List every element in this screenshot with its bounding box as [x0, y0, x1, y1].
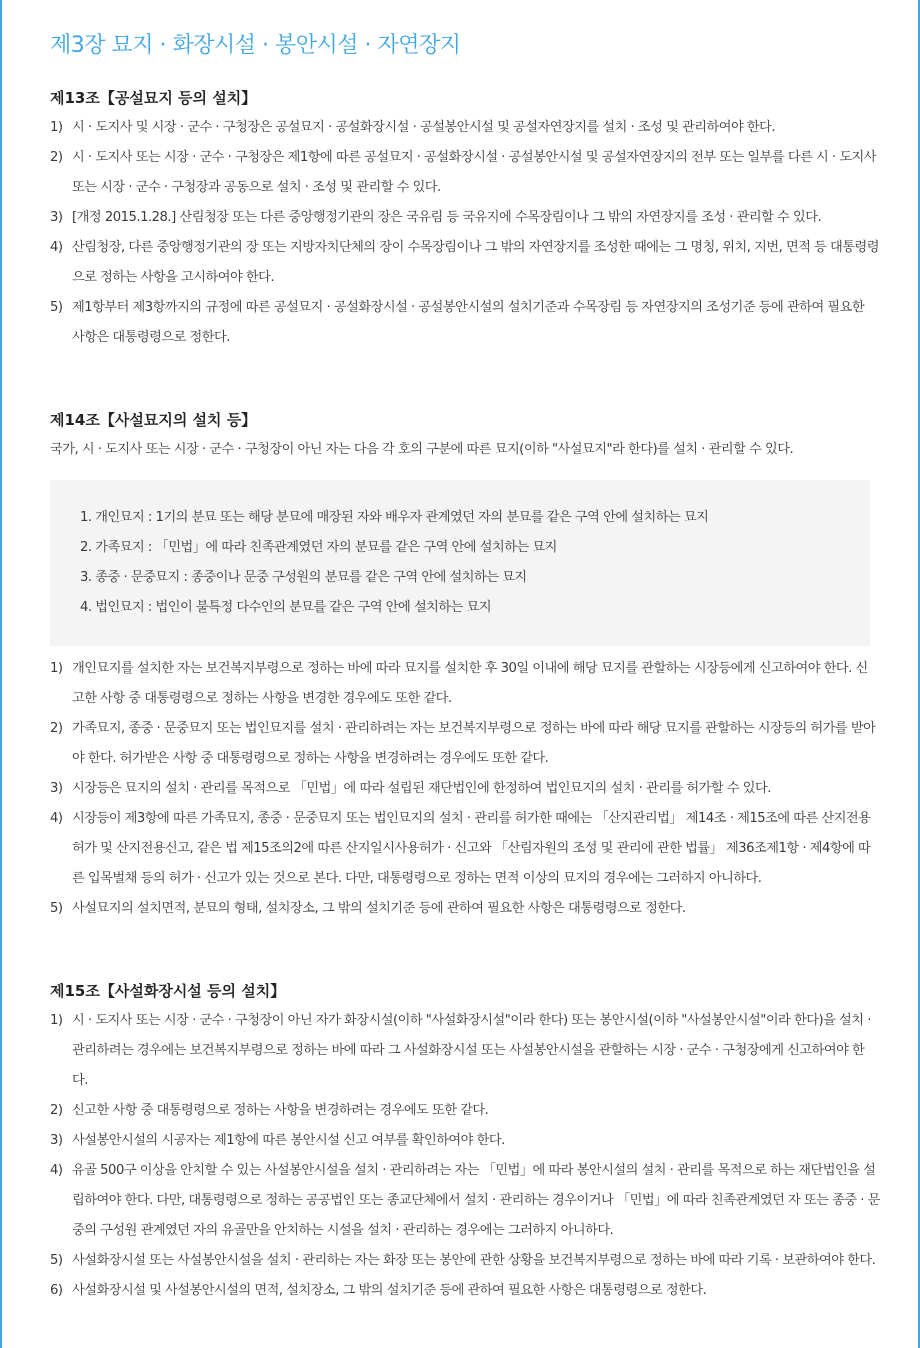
item-text: 시 · 도지사 또는 시장 · 군수 · 구청장이 아닌 자가 화장시설(이하 "사설화장시설"이라 한다) 또는 봉안시설(이하 "사설봉안시설"이라 한다)을 설치 · 관리하려는 경우에는 보건복지부령으로 정하는 바에 따라 그 사설화장시설 또는 사설봉안시설을 관할하는 시장 · 군수 · 구청장에게 신고하여야 한다. [72, 1013, 871, 1088]
item-number: 1) [50, 1013, 63, 1028]
item-text: 시장등이 제3항에 따른 가족묘지, 종중 · 문중묘지 또는 법인묘지의 설치 · 관리를 허가한 때에는 「산지관리법」 제14조 · 제15조에 따른 산지전용허가 및 산지전용신고, 같은 법 제15조의2에 따른 산지일시사용허가 · 신고와 「산림자원의 조성 및 관리에 관한 법률」 제36조제1항 · 제4항에 따른 입목벌채 등의 허가 · 신고가 있는 것으로 본다. 다만, 대통령령으로 정하는 면적 이상의 묘지의 경우에는 그러하지 아니하다. [72, 811, 871, 886]
list-item [50, 894, 880, 924]
cemetery-type-item: 2. 가족묘지 : 「민법」에 따라 친족관계였던 자의 분묘를 같은 구역 안에 설치하는 묘지 [80, 540, 557, 555]
item-number: 1) [50, 120, 63, 135]
chapter-title: 제3장 묘지 · 화장시설 · 봉안시설 · 자연장지 [50, 33, 461, 58]
list-item [50, 774, 880, 804]
cemetery-type-item: 1. 개인묘지 : 1기의 분묘 또는 해당 분묘에 매장된 자와 배우자 관계였던 자의 분묘를 같은 구역 안에 설치하는 묘지 [80, 510, 709, 525]
item-text: 사설화장시설 또는 사설봉안시설을 설치 · 관리하는 자는 화장 또는 봉안에 관한 상황을 보건복지부령으로 정하는 바에 따라 기록 · 보관하여야 한다. [72, 1253, 876, 1268]
item-text: 사설화장시설 및 사설봉안시설의 면적, 설치장소, 그 밖의 설치기준 등에 관하여 필요한 사항은 대통령령으로 정한다. [72, 1283, 707, 1298]
item-text: 시 · 도지사 또는 시장 · 군수 · 구청장은 제1항에 따른 공설묘지 · 공설화장시설 · 공설봉안시설 및 공설자연장지의 전부 또는 일부를 다른 시 · 도지사 또는 시장 · 군수 · 구청장과 공동으로 설치 · 조성 및 관리할 수 있다. [72, 150, 877, 195]
item-number: 5) [50, 1253, 63, 1268]
article-15-items [50, 1006, 880, 1306]
item-number: 3) [50, 210, 63, 225]
list-item [50, 714, 880, 774]
item-number: 4) [50, 811, 63, 826]
left-border [0, 0, 2, 1348]
list-item [50, 233, 880, 293]
list-item [50, 293, 880, 353]
item-text: 가족묘지, 종중 · 문중묘지 또는 법인묘지를 설치 · 관리하려는 자는 보건복지부령으로 정하는 바에 따라 해당 묘지를 관할하는 시장등의 허가를 받아야 한다. 허가받은 사항 중 대통령령으로 정하는 사항을 변경하려는 경우에도 또한 같다. [72, 721, 876, 766]
article-13-title: 제13조【공설묘지 등의 설치】 [50, 89, 257, 107]
item-number: 2) [50, 721, 63, 736]
item-number: 3) [50, 1133, 63, 1148]
list-item [50, 1156, 880, 1246]
item-text: 유골 500구 이상을 안치할 수 있는 사설봉안시설을 설치 · 관리하려는 자는 「민법」에 따라 봉안시설의 설치 · 관리를 목적으로 하는 재단법인을 설립하여야 한다. 다만, 대통령령으로 정하는 공공법인 또는 종교단체에서 설치 · 관리하는 경우이거나 「민법」에 따라 친족관계였던 자 또는 종중 · 문중의 구성원 관계였던 자의 유골만을 안치하는 시설을 설치 · 관리하는 경우에는 그러하지 아니하다. [72, 1163, 880, 1238]
item-number: 6) [50, 1283, 63, 1298]
item-number: 5) [50, 901, 63, 916]
list-item [50, 1246, 880, 1276]
item-number: 4) [50, 1163, 63, 1178]
article-14-title: 제14조【사설묘지의 설치 등】 [50, 411, 257, 429]
article-14-intro: 국가, 시 · 도지사 또는 시장 · 군수 · 구청장이 아닌 자는 다음 각 호의 구분에 따른 묘지(이하 "사설묘지"라 한다)를 설치 · 관리할 수 있다. [50, 442, 794, 457]
list-item [50, 203, 880, 233]
item-text: 산림청장, 다른 중앙행정기관의 장 또는 지방자치단체의 장이 수목장림이나 그 밖의 자연장지를 조성한 때에는 그 명칭, 위치, 지번, 면적 등 대통령령으로 정하는 사항을 고시하여야 한다. [72, 240, 880, 285]
list-item [50, 1126, 880, 1156]
item-text: [개정 2015.1.28.] 산림청장 또는 다른 중앙행정기관의 장은 국유림 등 국유지에 수목장림이나 그 밖의 자연장지를 조성 · 관리할 수 있다. [72, 210, 822, 225]
item-text: 개인묘지를 설치한 자는 보건복지부령으로 정하는 바에 따라 묘지를 설치한 후 30일 이내에 해당 묘지를 관할하는 시장등에게 신고하여야 한다. 신고한 사항 중 대통령령으로 정하는 사항을 변경한 경우에도 또한 같다. [72, 661, 868, 706]
item-text: 사설봉안시설의 시공자는 제1항에 따른 봉안시설 신고 여부를 확인하여야 한다. [72, 1133, 505, 1148]
item-number: 3) [50, 781, 63, 796]
item-number: 5) [50, 300, 63, 315]
cemetery-types-box [50, 480, 870, 646]
article-14-paragraphs [50, 654, 880, 924]
item-number: 1) [50, 661, 63, 676]
item-number: 2) [50, 1103, 63, 1118]
article-14 [50, 405, 880, 465]
item-text: 제1항부터 제3항까지의 규정에 따른 공설묘지 · 공설화장시설 · 공설봉안시설의 설치기준과 수목장림 등 자연장지의 조성기준 등에 관하여 필요한 사항은 대통령령으로 정한다. [72, 300, 865, 345]
article-13-items [50, 113, 880, 353]
article-13 [50, 83, 880, 353]
item-number: 2) [50, 150, 63, 165]
article-15 [50, 976, 880, 1306]
item-text: 신고한 사항 중 대통령령으로 정하는 사항을 변경하려는 경우에도 또한 같다. [72, 1103, 489, 1118]
article-15-title: 제15조【사설화장시설 등의 설치】 [50, 982, 286, 1000]
list-item [50, 1276, 880, 1306]
cemetery-type-item: 4. 법인묘지 : 법인이 불특정 다수인의 분묘를 같은 구역 안에 설치하는 묘지 [80, 600, 492, 615]
item-number: 4) [50, 240, 63, 255]
item-text: 사설묘지의 설치면적, 분묘의 형태, 설치장소, 그 밖의 설치기준 등에 관하여 필요한 사항은 대통령령으로 정한다. [72, 901, 686, 916]
list-item [50, 1006, 880, 1096]
list-item [50, 1096, 880, 1126]
list-item [50, 143, 880, 203]
list-item [50, 654, 880, 714]
list-item [50, 113, 880, 143]
article-14-items [50, 654, 880, 924]
item-text: 시 · 도지사 및 시장 · 군수 · 구청장은 공설묘지 · 공설화장시설 · 공설봉안시설 및 공설자연장지를 설치 · 조성 및 관리하여야 한다. [72, 120, 776, 135]
item-text: 시장등은 묘지의 설치 · 관리를 목적으로 「민법」에 따라 설립된 재단법인에 한정하여 법인묘지의 설치 · 관리를 허가할 수 있다. [72, 781, 771, 796]
list-item [50, 804, 880, 894]
cemetery-type-item: 3. 종중 · 문중묘지 : 종중이나 문중 구성원의 분묘를 같은 구역 안에 설치하는 묘지 [80, 570, 527, 585]
